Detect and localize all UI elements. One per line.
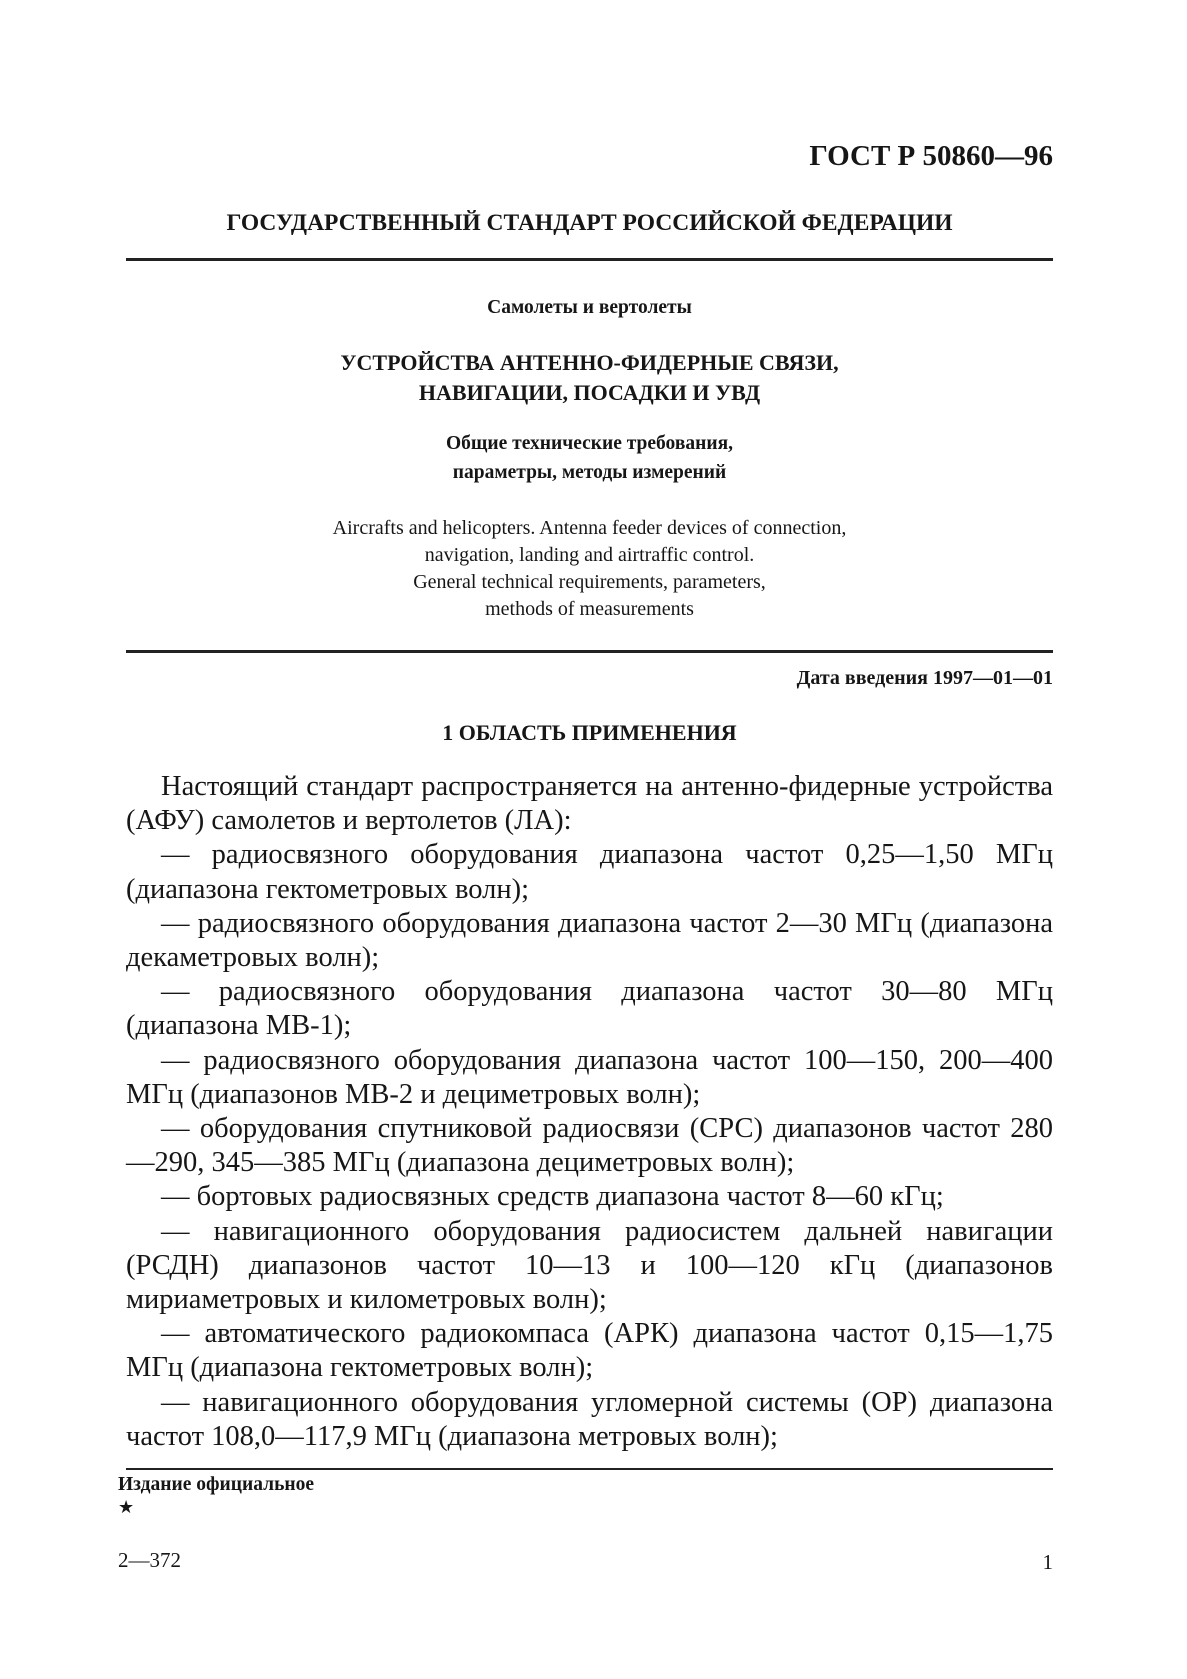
document-title-line: УСТРОЙСТВА АНТЕННО-ФИДЕРНЫЕ СВЯЗИ,: [340, 350, 839, 375]
document-title-line: НАВИГАЦИИ, ПОСАДКИ И УВД: [418, 380, 761, 405]
sheet-code: 2—372: [118, 1548, 181, 1572]
body-paragraph: — навигационного оборудования угломерной системы (ОР) диапазона частот 108,0—117,9 МГц (диапазона метровых волн);: [126, 1386, 1053, 1452]
footer-rule: [126, 1468, 1053, 1470]
english-title-line: General technical requirements, parameters,: [413, 571, 766, 593]
title-rule: [126, 650, 1053, 653]
english-title-line: Aircrafts and helicopters. Antenna feeder devices of connection,: [332, 517, 847, 539]
body-paragraph: — радиосвязного оборудования диапазона частот 100—150, 200—400 МГц (диапазонов МВ-2 и дециметровых волн);: [126, 1044, 1053, 1110]
document-category: Самолеты и вертолеты: [487, 297, 692, 318]
body-paragraph: — бортовых радиосвязных средств диапазона частот 8—60 кГц;: [161, 1181, 944, 1213]
document-subtitle-line: Общие технические требования,: [445, 433, 733, 454]
body-paragraph: — оборудования спутниковой радиосвязи (СРС) диапазонов частот 280—290, 345—385 МГц (диапазона дециметровых волн);: [126, 1113, 1053, 1179]
edition-label: Издание официальное: [118, 1474, 315, 1495]
standard-code: ГОСТ Р 50860—96: [809, 140, 1053, 172]
english-title-line: navigation, landing and airtraffic control.: [424, 544, 755, 566]
section-body: [126, 770, 1053, 1454]
body-paragraph: — автоматического радиокомпаса (АРК) диапазона частот 0,15—1,75 МГц (диапазона гектометровых волн);: [126, 1318, 1053, 1384]
introduction-date: Дата введения 1997—01—01: [796, 667, 1053, 689]
english-title-line: methods of measurements: [485, 598, 694, 620]
section-heading: 1 ОБЛАСТЬ ПРИМЕНЕНИЯ: [442, 720, 737, 745]
header-rule: [126, 258, 1053, 261]
body-paragraph: — радиосвязного оборудования диапазона частот 30—80 МГц (диапазона МВ-1);: [126, 976, 1053, 1042]
body-paragraph: Настоящий стандарт распространяется на антенно-фидерные устройства (АФУ) самолетов и вертолетов (ЛА):: [126, 771, 1053, 837]
document-subtitle-line: параметры, методы измерений: [452, 462, 727, 483]
page-number: 1: [1042, 1550, 1053, 1574]
body-paragraph: — радиосвязного оборудования диапазона частот 2—30 МГц (диапазона декаметровых волн);: [126, 907, 1053, 974]
star-icon: ★: [118, 1497, 135, 1517]
body-paragraph: — радиосвязного оборудования диапазона частот 0,25—1,50 МГц (диапазона гектометровых волн);: [126, 839, 1053, 905]
agency-title: ГОСУДАРСТВЕННЫЙ СТАНДАРТ РОССИЙСКОЙ ФЕДЕРАЦИИ: [226, 210, 953, 236]
body-paragraph: — навигационного оборудования радиосистем дальней навигации (РСДН) диапазонов частот 10—13 и 100—120 кГц (диапазонов мириаметровых и километровых волн);: [126, 1215, 1053, 1316]
